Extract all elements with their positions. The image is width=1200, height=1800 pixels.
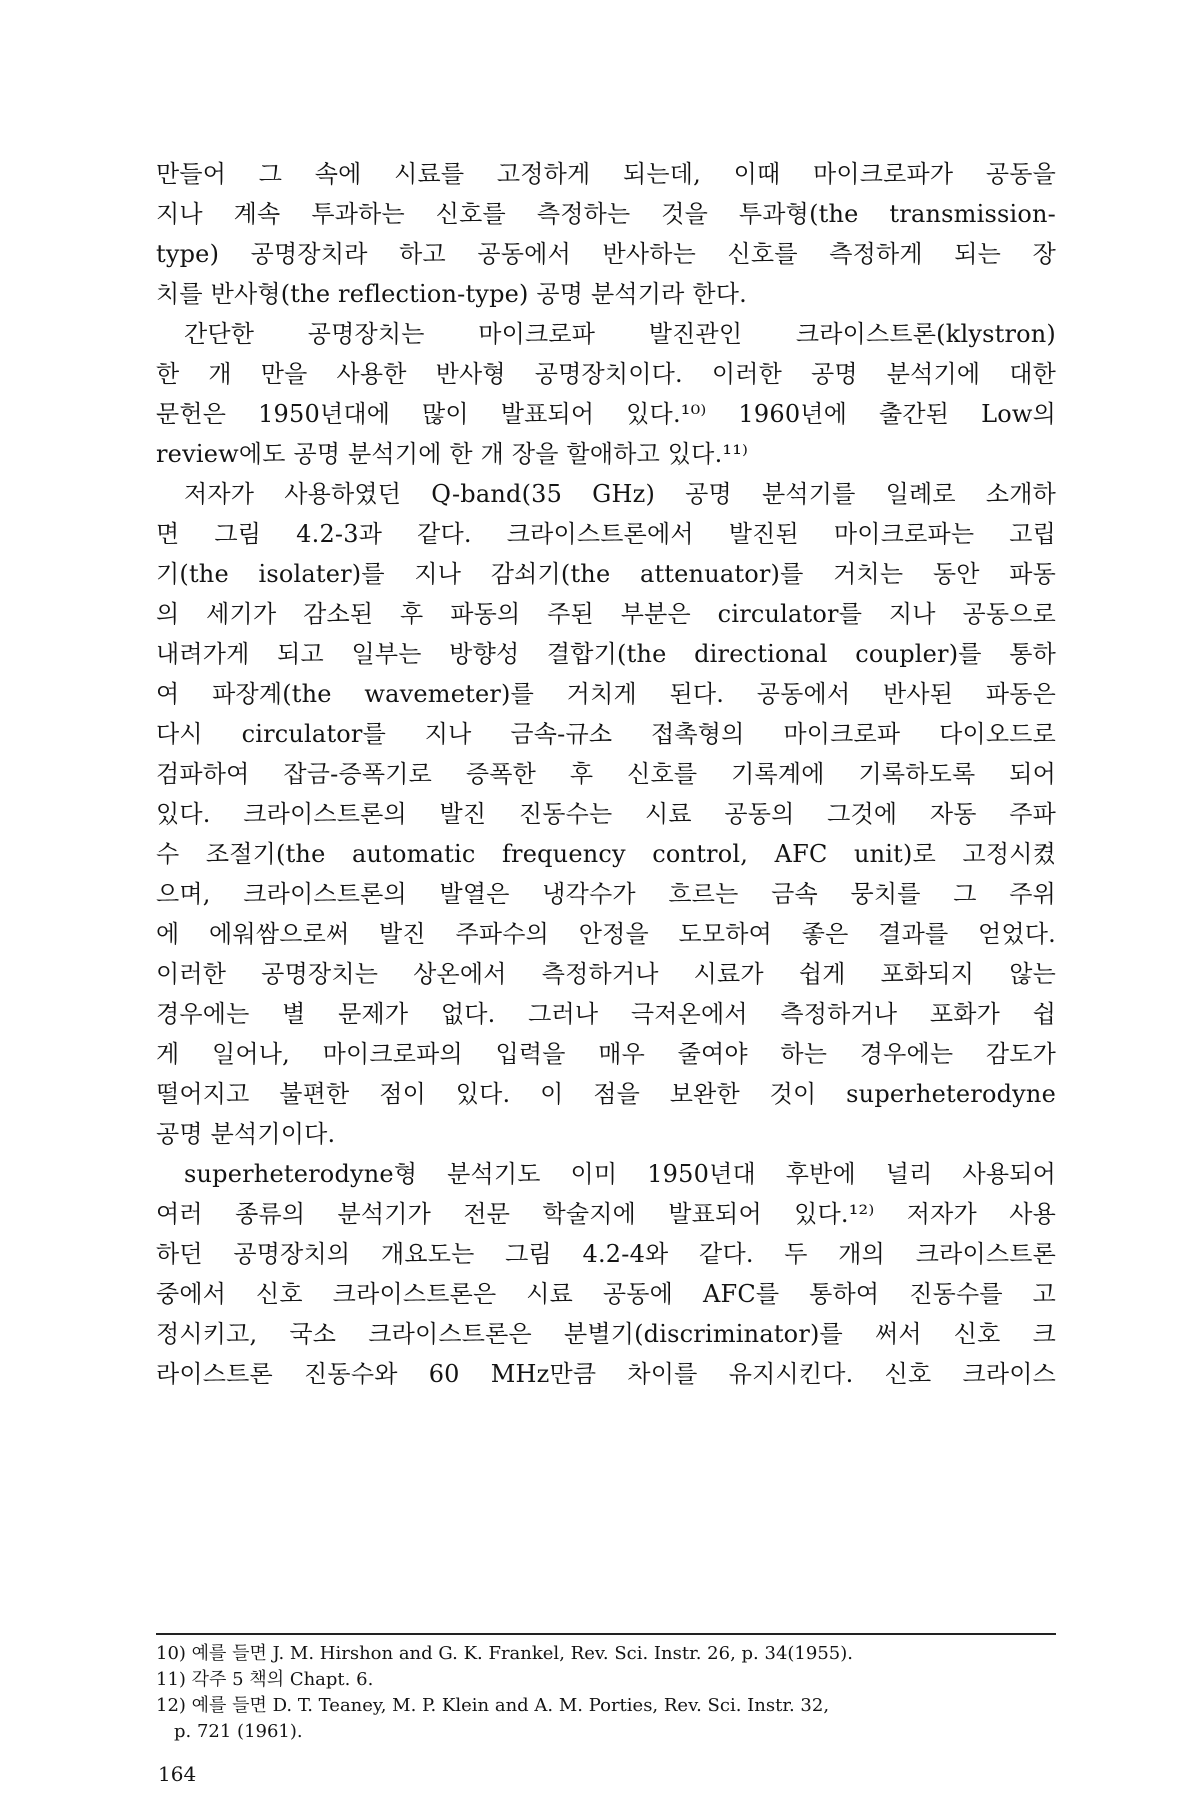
footnote-line: 11) 각주 5 책의 Chapt. 6. [156, 1669, 374, 1690]
text-line: type) 공명장치라 하고 공동에서 반사하는 신호를 측정하게 되는 장 [156, 240, 1056, 268]
text-line: 다시 circulator를 지나 금속-규소 접촉형의 마이크로파 다이오드로 [156, 720, 1056, 748]
text-line: 으며, 크라이스트론의 발열은 냉각수가 흐르는 금속 뭉치를 그 주위 [156, 880, 1056, 908]
text-line: 수 조절기(the automatic frequency control, AFC unit)로 고정시켰 [156, 840, 1056, 868]
text-line: 있다. 크라이스트론의 발진 진동수는 시료 공동의 그것에 자동 주파 [156, 800, 1056, 828]
page-number: 164 [158, 1762, 197, 1786]
text-line: 에 에워쌈으로써 발진 주파수의 안정을 도모하여 좋은 결과를 얻었다. [156, 920, 1056, 948]
text-line: 면 그림 4.2-3과 같다. 크라이스트론에서 발진된 마이크로파는 고립 [156, 520, 1056, 548]
text-line: 공명 분석기이다. [156, 1120, 336, 1148]
text-line: 의 세기가 감소된 후 파동의 주된 부분은 circulator를 지나 공동으로 [156, 600, 1056, 628]
text-line: 여 파장계(the wavemeter)를 거치게 된다. 공동에서 반사된 파동은 [156, 680, 1056, 708]
text-line: 라이스트론 진동수와 60 MHz만큼 차이를 유지시킨다. 신호 크라이스 [156, 1360, 1056, 1388]
footnotes [156, 1633, 1056, 1745]
text-line: 중에서 신호 크라이스트론은 시료 공동에 AFC를 통하여 진동수를 고 [156, 1280, 1056, 1308]
text-line: 떨어지고 불편한 점이 있다. 이 점을 보완한 것이 superheterodyne [156, 1080, 1056, 1108]
text-line: 하던 공명장치의 개요도는 그림 4.2-4와 같다. 두 개의 크라이스트론 [156, 1240, 1056, 1268]
text-line: review에도 공명 분석기에 한 개 장을 할애하고 있다.¹¹⁾ [156, 440, 749, 468]
text-line: 문헌은 1950년대에 많이 발표되어 있다.¹⁰⁾ 1960년에 출간된 Low의 [156, 400, 1056, 428]
footnote-line: p. 721 (1961). [174, 1721, 303, 1742]
text-line: 게 일어나, 마이크로파의 입력을 매우 줄여야 하는 경우에는 감도가 [156, 1040, 1056, 1068]
text-line: 이러한 공명장치는 상온에서 측정하거나 시료가 쉽게 포화되지 않는 [156, 960, 1056, 988]
text-line: 한 개 만을 사용한 반사형 공명장치이다. 이러한 공명 분석기에 대한 [156, 360, 1056, 388]
footnote-line: 12) 예를 들면 D. T. Teaney, M. P. Klein and A. M. Porties, Rev. Sci. Instr. 32, [156, 1695, 830, 1716]
text-line: 여러 종류의 분석기가 전문 학술지에 발표되어 있다.¹²⁾ 저자가 사용 [156, 1200, 1056, 1228]
text-line: 지나 계속 투과하는 신호를 측정하는 것을 투과형(the transmission- [156, 200, 1056, 228]
text-line: 정시키고, 국소 크라이스트론은 분별기(discriminator)를 써서 신호 크 [156, 1320, 1056, 1348]
text-line: 내려가게 되고 일부는 방향성 결합기(the directional coupler)를 통하 [156, 640, 1056, 668]
text-line: 간단한 공명장치는 마이크로파 발진관인 크라이스트론(klystron) [184, 320, 1056, 348]
text-line: 기(the isolater)를 지나 감쇠기(the attenuator)를 거치는 동안 파동 [156, 560, 1056, 588]
text-line: 검파하여 잡금-증폭기로 증폭한 후 신호를 기록계에 기록하도록 되어 [156, 760, 1056, 788]
body-text [156, 154, 1056, 1394]
text-line: 치를 반사형(the reflection-type) 공명 분석기라 한다. [156, 280, 747, 308]
text-line: 저자가 사용하였던 Q-band(35 GHz) 공명 분석기를 일례로 소개하 [184, 480, 1056, 508]
text-line: 만들어 그 속에 시료를 고정하게 되는데, 이때 마이크로파가 공동을 [156, 160, 1056, 188]
footnote-line: 10) 예를 들면 J. M. Hirshon and G. K. Frankel, Rev. Sci. Instr. 26, p. 34(1955). [156, 1643, 853, 1664]
text-line: superheterodyne형 분석기도 이미 1950년대 후반에 널리 사용되어 [184, 1160, 1056, 1188]
text-line: 경우에는 별 문제가 없다. 그러나 극저온에서 측정하거나 포화가 쉽 [156, 1000, 1056, 1028]
